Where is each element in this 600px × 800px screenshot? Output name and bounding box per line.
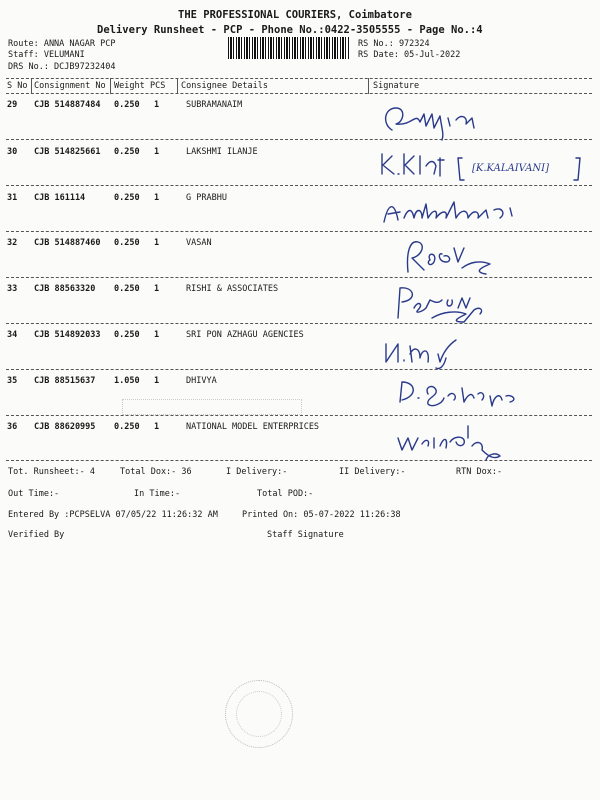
- table-top-rule: [6, 78, 592, 79]
- col-header-signature: Signature: [373, 81, 420, 91]
- col-divider: [368, 78, 369, 94]
- total-pod: Total POD:-: [257, 489, 314, 499]
- staff-label: Staff: VELUMANI: [8, 50, 85, 60]
- col-divider: [31, 78, 32, 94]
- row-consignee: NATIONAL MODEL ENTERPRICES: [186, 422, 320, 432]
- col-divider: [177, 78, 178, 94]
- row-separator: [6, 139, 592, 140]
- round-stamp-inner: [236, 691, 282, 737]
- total-dox: Total Dox:- 36: [120, 467, 192, 477]
- row-weight: 0.250: [114, 238, 140, 248]
- row-weight: 0.250: [114, 422, 140, 432]
- col-header-weight: Weight: [114, 81, 145, 91]
- row-pcs: 1: [154, 284, 160, 294]
- row-consignment: CJB 88620995: [34, 422, 96, 432]
- header-bottom-rule: [6, 93, 592, 94]
- row-pcs: 1: [154, 147, 160, 157]
- row-consignment: CJB 514892033: [34, 330, 101, 340]
- verified-by: Verified By: [8, 530, 65, 540]
- runsheet-title: Delivery Runsheet - PCP - Phone No.:0422-3505555 - Page No.:4: [97, 24, 483, 36]
- col-header-consignment: Consignment No: [34, 81, 106, 91]
- signature-row-29: [378, 100, 498, 146]
- row-consignment: CJB 161114: [34, 193, 86, 203]
- rs-date: RS Date: 05-Jul-2022: [358, 50, 461, 60]
- signature-row-32: [400, 232, 510, 282]
- row-pcs: 1: [154, 193, 160, 203]
- row-weight: 0.250: [114, 193, 140, 203]
- row-consignee: G PRABHU: [186, 193, 227, 203]
- in-time: In Time:-: [134, 489, 181, 499]
- row-sno: 32: [7, 238, 18, 248]
- staff-signature: Staff Signature: [267, 530, 344, 540]
- out-time: Out Time:-: [8, 489, 60, 499]
- row-separator: [6, 323, 592, 324]
- row-weight: 0.250: [114, 284, 140, 294]
- row-weight: 0.250: [114, 147, 140, 157]
- col-header-pcs: PCS: [150, 81, 166, 91]
- row-pcs: 1: [154, 422, 160, 432]
- row-pcs: 1: [154, 100, 160, 110]
- row-sno: 36: [7, 422, 18, 432]
- col-header-consignee: Consignee Details: [181, 81, 268, 91]
- row-consignee: VASAN: [186, 238, 212, 248]
- row-sno: 31: [7, 193, 18, 203]
- faded-stamp: [122, 399, 302, 415]
- i-delivery: I Delivery:-: [226, 467, 288, 477]
- rs-number: RS No.: 972324: [358, 39, 430, 49]
- row-consignment: CJB 514887484: [34, 100, 101, 110]
- row-consignee: DHIVYA: [186, 376, 217, 386]
- row-consignment: CJB 514887460: [34, 238, 101, 248]
- row-consignee: SUBRAMANAIM: [186, 100, 243, 110]
- drs-number: DRS No.: DCJB97232404: [8, 62, 116, 72]
- row-consignee: LAKSHMI ILANJE: [186, 147, 258, 157]
- route-label: Route: ANNA NAGAR PCP: [8, 39, 116, 49]
- signature-printed-name: [K.KALAIVANI]: [472, 163, 550, 174]
- row-sno: 35: [7, 376, 18, 386]
- total-runsheet: Tot. Runsheet:- 4: [8, 467, 95, 477]
- row-consignment: CJB 88515637: [34, 376, 96, 386]
- row-pcs: 1: [154, 330, 160, 340]
- row-pcs: 1: [154, 376, 160, 386]
- row-consignment: CJB 514825661: [34, 147, 101, 157]
- signature-row-34: [380, 336, 490, 372]
- signature-row-33: [392, 282, 502, 324]
- company-name: THE PROFESSIONAL COURIERS, Coimbatore: [178, 9, 412, 21]
- row-consignee: SRI PON AZHAGU AGENCIES: [186, 330, 304, 340]
- col-header-sno: S No: [7, 81, 28, 91]
- row-separator: [6, 369, 592, 370]
- row-pcs: 1: [154, 238, 160, 248]
- row-sno: 30: [7, 147, 18, 157]
- row-weight: 0.250: [114, 330, 140, 340]
- row-consignment: CJB 88563320: [34, 284, 96, 294]
- row-sno: 29: [7, 100, 18, 110]
- signature-row-35: [392, 376, 532, 412]
- signature-row-36: [392, 416, 512, 470]
- row-weight: 0.250: [114, 100, 140, 110]
- row-sno: 33: [7, 284, 18, 294]
- col-divider: [110, 78, 111, 94]
- barcode: [228, 37, 350, 59]
- entered-by: Entered By :PCPSELVA 07/05/22 11:26:32 AM: [8, 510, 218, 520]
- rtn-dox: RTN Dox:-: [456, 467, 503, 477]
- row-weight: 1.050: [114, 376, 140, 386]
- ii-delivery: II Delivery:-: [339, 467, 406, 477]
- row-consignee: RISHI & ASSOCIATES: [186, 284, 279, 294]
- signature-row-31: [378, 192, 528, 232]
- printed-on: Printed On: 05-07-2022 11:26:38: [242, 510, 401, 520]
- row-sno: 34: [7, 330, 18, 340]
